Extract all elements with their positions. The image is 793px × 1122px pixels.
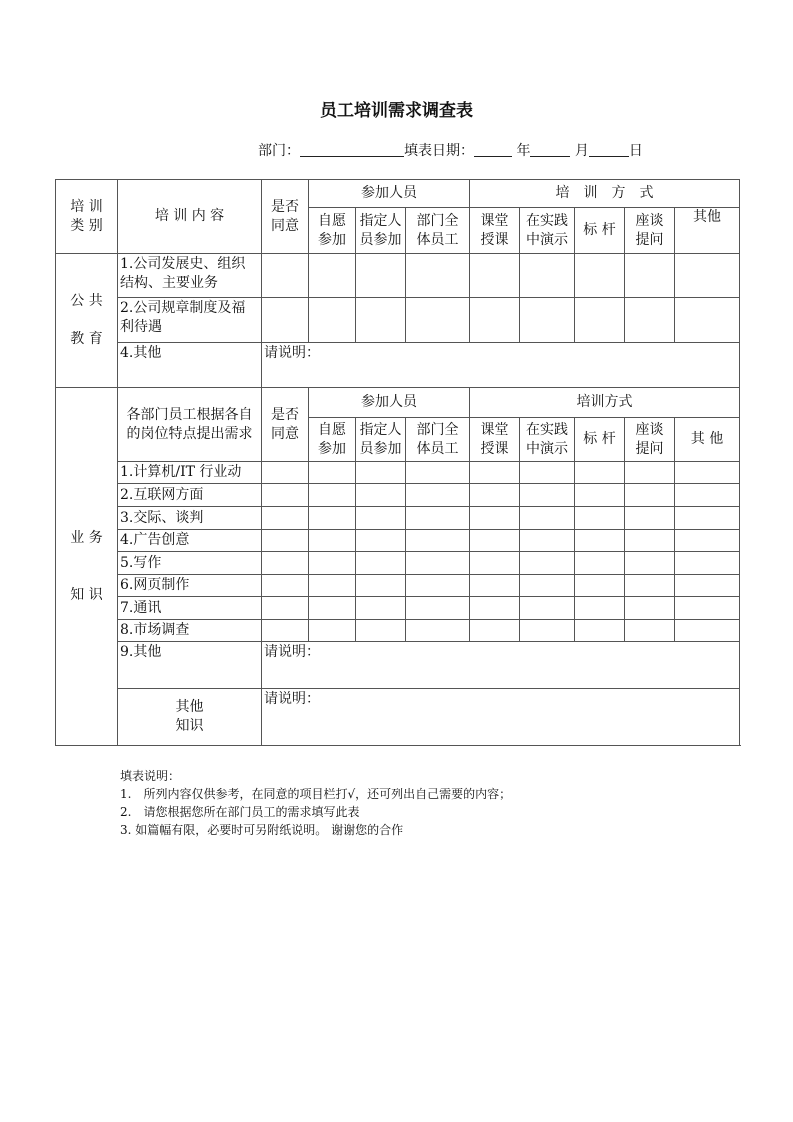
check-cell[interactable] xyxy=(262,507,309,530)
check-cell[interactable] xyxy=(675,552,740,575)
check-cell[interactable] xyxy=(625,254,675,298)
business-item: 5.写作 xyxy=(118,552,262,575)
business-item: 7.通讯 xyxy=(118,597,262,620)
check-cell[interactable] xyxy=(575,530,625,552)
filling-instructions xyxy=(120,767,511,839)
check-cell[interactable] xyxy=(356,597,406,620)
check-cell[interactable] xyxy=(309,254,356,298)
method-discussion: 座谈 提问 xyxy=(625,208,675,254)
business-item: 3.交际、谈判 xyxy=(118,507,262,530)
date-label: 填表日期： xyxy=(404,143,474,159)
check-cell[interactable] xyxy=(406,254,470,298)
business-participants-header: 参加人员 xyxy=(309,388,470,418)
business-item: 6.网页制作 xyxy=(118,575,262,597)
day-field[interactable] xyxy=(589,142,629,157)
check-cell[interactable] xyxy=(575,254,625,298)
methods-header: 培 训 方 式 xyxy=(470,180,740,208)
check-cell[interactable] xyxy=(625,462,675,484)
other-knowledge-explain-field[interactable]: 请说明： xyxy=(262,689,740,746)
other-knowledge-category: 其他 知识 xyxy=(118,689,262,746)
check-cell[interactable] xyxy=(520,254,575,298)
business-item: 4.广告创意 xyxy=(118,530,262,552)
check-cell[interactable] xyxy=(625,530,675,552)
check-cell[interactable] xyxy=(675,597,740,620)
check-cell[interactable] xyxy=(575,484,625,507)
method-benchmark: 标 杆 xyxy=(575,418,625,462)
participant-assigned: 指定人 员参加 xyxy=(356,418,406,462)
participant-all-staff: 部门全 体员工 xyxy=(406,418,470,462)
check-cell[interactable] xyxy=(675,620,740,642)
check-cell[interactable] xyxy=(356,298,406,343)
check-cell[interactable] xyxy=(406,462,470,484)
check-cell[interactable] xyxy=(520,575,575,597)
check-cell[interactable] xyxy=(625,597,675,620)
business-content-header: 各部门员工根据各自的岗位特点提出需求 xyxy=(118,388,262,462)
check-cell[interactable] xyxy=(625,484,675,507)
check-cell[interactable] xyxy=(262,298,309,343)
form-title: 员工培训需求调查表 xyxy=(320,101,473,121)
check-cell[interactable] xyxy=(575,575,625,597)
agree-header: 是否 同意 xyxy=(262,180,309,254)
check-cell[interactable] xyxy=(470,530,520,552)
check-cell[interactable] xyxy=(675,530,740,552)
check-cell[interactable] xyxy=(470,507,520,530)
participants-header: 参加人员 xyxy=(309,180,470,208)
check-cell[interactable] xyxy=(520,484,575,507)
check-cell[interactable] xyxy=(625,575,675,597)
check-cell[interactable] xyxy=(520,597,575,620)
check-cell[interactable] xyxy=(520,552,575,575)
public-other: 4.其他 xyxy=(118,343,262,388)
dept-label: 部门： xyxy=(258,143,300,159)
check-cell[interactable] xyxy=(520,507,575,530)
check-cell[interactable] xyxy=(309,484,356,507)
business-item: 1.计算机/IT 行业动 xyxy=(118,462,262,484)
check-cell[interactable] xyxy=(520,462,575,484)
public-explain-field[interactable]: 请说明： xyxy=(262,343,740,388)
check-cell[interactable] xyxy=(470,597,520,620)
business-explain-field[interactable]: 请说明： xyxy=(262,642,740,689)
note-1: 1. 所列内容仅供参考，在同意的项目栏打√，还可列出自己需要的内容； xyxy=(120,787,512,801)
method-classroom: 课堂 授课 xyxy=(470,418,520,462)
check-cell[interactable] xyxy=(520,530,575,552)
method-benchmark: 标 杆 xyxy=(575,208,625,254)
check-cell[interactable] xyxy=(262,597,309,620)
method-discussion: 座谈 提问 xyxy=(625,418,675,462)
check-cell[interactable] xyxy=(470,484,520,507)
check-cell[interactable] xyxy=(356,462,406,484)
check-cell[interactable] xyxy=(575,298,625,343)
note-2: 2. 请您根据您所在部门员工的需求填写此表 xyxy=(120,805,360,819)
check-cell[interactable] xyxy=(406,575,470,597)
check-cell[interactable] xyxy=(356,507,406,530)
header-fields xyxy=(258,140,643,160)
participant-all-staff: 部门全 体员工 xyxy=(406,208,470,254)
content-header: 培 训 内 容 xyxy=(118,180,262,254)
check-cell[interactable] xyxy=(675,507,740,530)
business-knowledge-category: 业 务 知 识 xyxy=(56,388,118,746)
training-survey-table xyxy=(55,179,740,746)
check-cell[interactable] xyxy=(262,484,309,507)
check-cell[interactable] xyxy=(520,298,575,343)
check-cell[interactable] xyxy=(406,552,470,575)
check-cell[interactable] xyxy=(262,620,309,642)
business-methods-header: 培训方式 xyxy=(470,388,740,418)
business-agree-header: 是否 同意 xyxy=(262,388,309,462)
check-cell[interactable] xyxy=(262,254,309,298)
check-cell[interactable] xyxy=(356,254,406,298)
participant-assigned: 指定人 员参加 xyxy=(356,208,406,254)
check-cell[interactable] xyxy=(356,575,406,597)
check-cell[interactable] xyxy=(675,575,740,597)
check-cell[interactable] xyxy=(675,298,740,343)
check-cell[interactable] xyxy=(356,530,406,552)
check-cell[interactable] xyxy=(406,507,470,530)
check-cell[interactable] xyxy=(470,298,520,343)
public-item: 2.公司规章制度及福利待遇 xyxy=(118,298,262,343)
public-item: 1.公司发展史、组织结构、主要业务 xyxy=(118,254,262,298)
public-education-category: 公 共 教 育 xyxy=(56,254,118,388)
day-label: 日 xyxy=(628,143,643,159)
check-cell[interactable] xyxy=(575,552,625,575)
category-header: 培 训 类 别 xyxy=(56,180,118,254)
check-cell[interactable] xyxy=(520,620,575,642)
check-cell[interactable] xyxy=(625,552,675,575)
check-cell[interactable] xyxy=(406,298,470,343)
month-field[interactable] xyxy=(530,142,570,157)
check-cell[interactable] xyxy=(625,507,675,530)
check-cell[interactable] xyxy=(575,597,625,620)
check-cell[interactable] xyxy=(356,484,406,507)
method-other: 其 他 xyxy=(675,418,740,462)
check-cell[interactable] xyxy=(262,552,309,575)
check-cell[interactable] xyxy=(309,575,356,597)
month-label: 月 xyxy=(574,143,589,159)
note-3: 3. 如篇幅有限，必要时可另附纸说明。 谢谢您的合作 xyxy=(120,823,404,837)
check-cell[interactable] xyxy=(262,575,309,597)
check-cell[interactable] xyxy=(309,597,356,620)
check-cell[interactable] xyxy=(675,254,740,298)
check-cell[interactable] xyxy=(625,298,675,343)
check-cell[interactable] xyxy=(406,530,470,552)
dept-field[interactable] xyxy=(300,142,404,157)
check-cell[interactable] xyxy=(262,462,309,484)
check-cell[interactable] xyxy=(470,552,520,575)
check-cell[interactable] xyxy=(470,254,520,298)
check-cell[interactable] xyxy=(262,530,309,552)
notes-heading: 填表说明： xyxy=(120,769,181,783)
check-cell[interactable] xyxy=(675,462,740,484)
check-cell[interactable] xyxy=(309,298,356,343)
check-cell[interactable] xyxy=(309,552,356,575)
check-cell[interactable] xyxy=(575,507,625,530)
check-cell[interactable] xyxy=(356,620,406,642)
check-cell[interactable] xyxy=(309,462,356,484)
check-cell[interactable] xyxy=(575,462,625,484)
check-cell[interactable] xyxy=(406,484,470,507)
business-item: 8.市场调查 xyxy=(118,620,262,642)
year-label: 年 xyxy=(516,143,531,159)
check-cell[interactable] xyxy=(309,530,356,552)
business-other: 9.其他 xyxy=(118,642,262,689)
check-cell[interactable] xyxy=(575,620,625,642)
check-cell[interactable] xyxy=(356,552,406,575)
check-cell[interactable] xyxy=(309,507,356,530)
participant-voluntary: 自愿 参加 xyxy=(309,208,356,254)
business-item: 2.互联网方面 xyxy=(118,484,262,507)
method-practice: 在实践 中演示 xyxy=(520,418,575,462)
check-cell[interactable] xyxy=(309,620,356,642)
method-practice: 在实践 中演示 xyxy=(520,208,575,254)
check-cell[interactable] xyxy=(625,620,675,642)
participant-voluntary: 自愿 参加 xyxy=(309,418,356,462)
method-classroom: 课堂 授课 xyxy=(470,208,520,254)
check-cell[interactable] xyxy=(406,620,470,642)
method-other: 其他 xyxy=(675,208,740,254)
check-cell[interactable] xyxy=(675,484,740,507)
check-cell[interactable] xyxy=(470,462,520,484)
year-field[interactable] xyxy=(474,142,512,157)
check-cell[interactable] xyxy=(470,575,520,597)
check-cell[interactable] xyxy=(470,620,520,642)
check-cell[interactable] xyxy=(406,597,470,620)
